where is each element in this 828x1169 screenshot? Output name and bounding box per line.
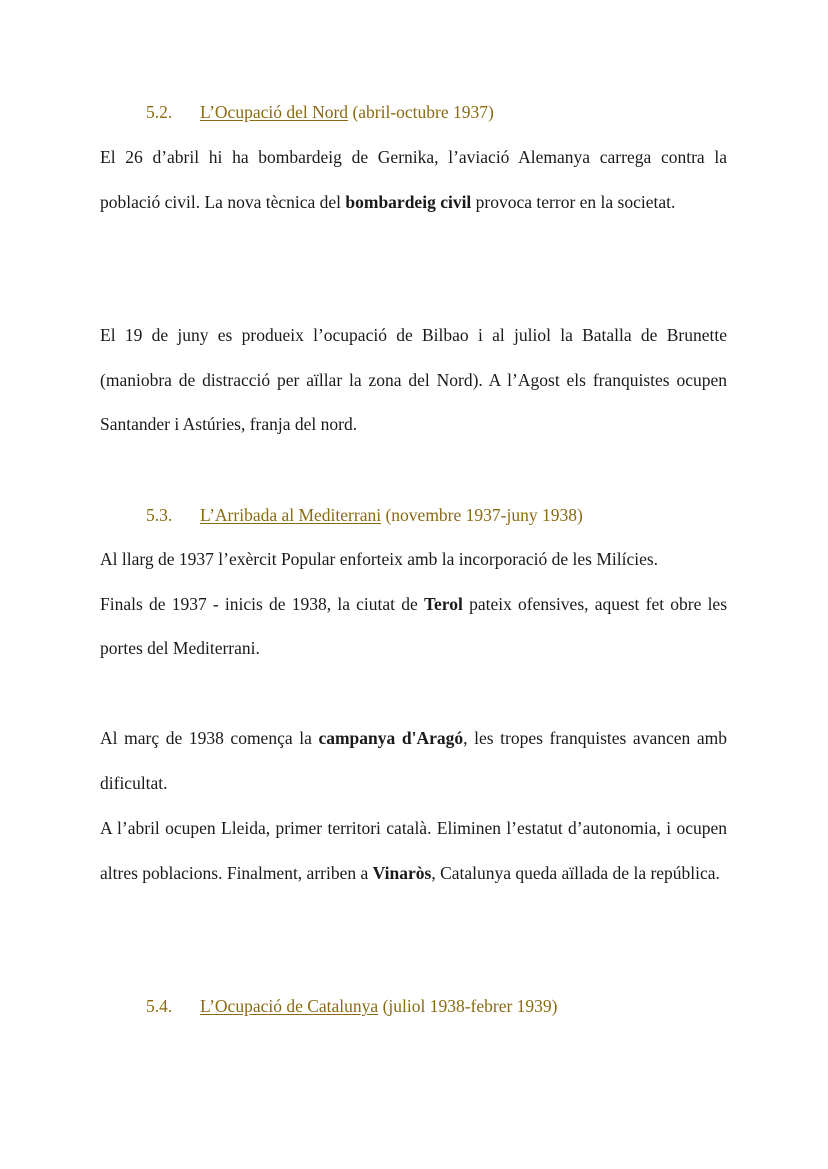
bold-term: Terol bbox=[423, 593, 463, 614]
paragraph-text: El 26 d’abril hi ha bombardeig de Gernika, l’aviació Alemanya carrega contra la població civil. La nova tècnica del bbox=[100, 147, 727, 212]
paragraph-text: El 19 de juny es produeix l’ocupació de Bilbao i al juliol la Batalla de Brunette (maniobra de distracció per aïllar la zona del Nord). A l’Agost els franquistes ocupen Santander i Astúries, franja del nord. bbox=[100, 325, 727, 434]
paragraph-text: Finals de 1937 - inicis de 1938, la ciutat de bbox=[100, 593, 424, 614]
paragraph-text: pateix ofensives, aquest fet obre les portes del Mediterrani. bbox=[100, 593, 728, 658]
section-title-dates: (abril-octubre 1937) bbox=[348, 102, 494, 122]
paragraph-arago bbox=[100, 716, 727, 805]
paragraph-lleida bbox=[100, 806, 727, 895]
section-number: 5.3. bbox=[146, 505, 173, 525]
paragraph-text: A l’abril ocupen Lleida, primer territori català. Eliminen l’estatut d’autonomia, i ocupen altres poblacions. Finalment, arriben a bbox=[100, 818, 727, 883]
paragraph-text: , Catalunya queda aïllada de la república. bbox=[431, 862, 720, 883]
paragraph-text: Al llarg de 1937 l’exèrcit Popular enforteix amb la incorporació de les Milícies. bbox=[100, 549, 659, 569]
paragraph-text: Al març de 1938 comença la bbox=[100, 728, 319, 748]
section-title-link[interactable]: L’Ocupació de Catalunya bbox=[200, 996, 379, 1016]
section-heading-5-3 bbox=[146, 504, 583, 526]
section-number: 5.2. bbox=[146, 102, 173, 122]
section-heading-5-4 bbox=[146, 995, 558, 1017]
section-title-link[interactable]: L’Arribada al Mediterrani bbox=[200, 505, 382, 525]
paragraph-bilbao bbox=[100, 313, 727, 447]
paragraph-terol bbox=[100, 537, 727, 671]
bold-term: bombardeig civil bbox=[345, 191, 472, 212]
section-title-link[interactable]: L’Ocupació del Nord bbox=[200, 102, 349, 122]
paragraph-gernika bbox=[100, 135, 727, 224]
bold-term: Vinaròs bbox=[372, 862, 432, 883]
section-number: 5.4. bbox=[146, 996, 173, 1016]
bold-term: campanya d'Aragó bbox=[318, 728, 464, 748]
paragraph-text: , les tropes franquistes avancen amb dificultat. bbox=[100, 728, 727, 793]
paragraph-text: provoca terror en la societat. bbox=[471, 191, 676, 212]
section-heading-5-2 bbox=[146, 101, 494, 123]
section-title-dates: (juliol 1938-febrer 1939) bbox=[378, 996, 558, 1016]
section-title-dates: (novembre 1937-juny 1938) bbox=[381, 505, 583, 525]
